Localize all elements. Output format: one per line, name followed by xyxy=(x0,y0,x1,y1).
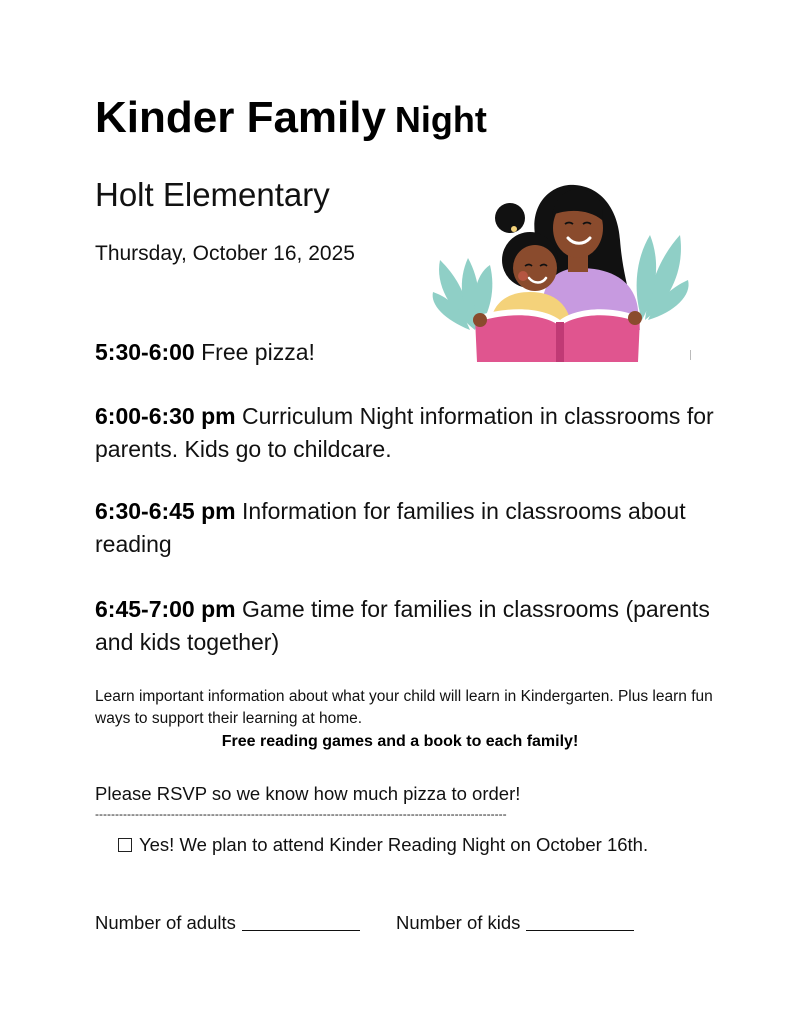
attend-checkbox-label: Yes! We plan to attend Kinder Reading Night on October 16th. xyxy=(139,834,649,855)
adults-field xyxy=(95,912,360,934)
schedule-item xyxy=(95,593,735,659)
schedule-item xyxy=(95,495,735,561)
schedule-text: Curriculum Night information in classrooms for parents. Kids go to childcare. xyxy=(95,403,714,462)
rsvp-prompt: Please RSVP so we know how much pizza to order! xyxy=(95,783,521,804)
event-date: Thursday, October 16, 2025 xyxy=(95,242,355,265)
page-title xyxy=(95,93,487,142)
leaves-right-icon xyxy=(637,235,689,320)
school-name: Holt Elementary xyxy=(95,176,330,213)
schedule-time: 5:30-6:00 xyxy=(95,339,195,365)
title-part-2: Night xyxy=(394,99,487,140)
schedule-time: 6:00-6:30 pm xyxy=(95,403,236,429)
schedule-time: 6:45-7:00 pm xyxy=(95,596,236,622)
kids-blank-line[interactable] xyxy=(526,912,634,931)
kids-label: Number of kids xyxy=(396,912,521,933)
schedule-text: Game time for families in classrooms (parents and kids together) xyxy=(95,596,710,655)
adults-blank-line[interactable] xyxy=(242,912,360,931)
schedule-item xyxy=(95,400,735,466)
info-paragraph: Learn important information about what your child will learn in Kindergarten. Plus learn fun ways to support their learning at home. xyxy=(95,688,713,727)
schedule-item xyxy=(95,336,735,369)
attend-checkbox[interactable] xyxy=(118,838,132,852)
schedule-time: 6:30-6:45 pm xyxy=(95,498,236,524)
kids-field xyxy=(396,912,634,934)
schedule-text: Information for families in classrooms about reading xyxy=(95,498,686,557)
attend-checkbox-row[interactable] xyxy=(118,834,648,856)
cut-line-separator: ------------------------------------------------------------------------------------------------------- xyxy=(95,807,507,821)
schedule-text: Free pizza! xyxy=(194,339,315,365)
adults-label: Number of adults xyxy=(95,912,236,933)
highlight-text: Free reading games and a book to each family! xyxy=(221,733,579,750)
title-part-1: Kinder Family xyxy=(95,93,386,142)
